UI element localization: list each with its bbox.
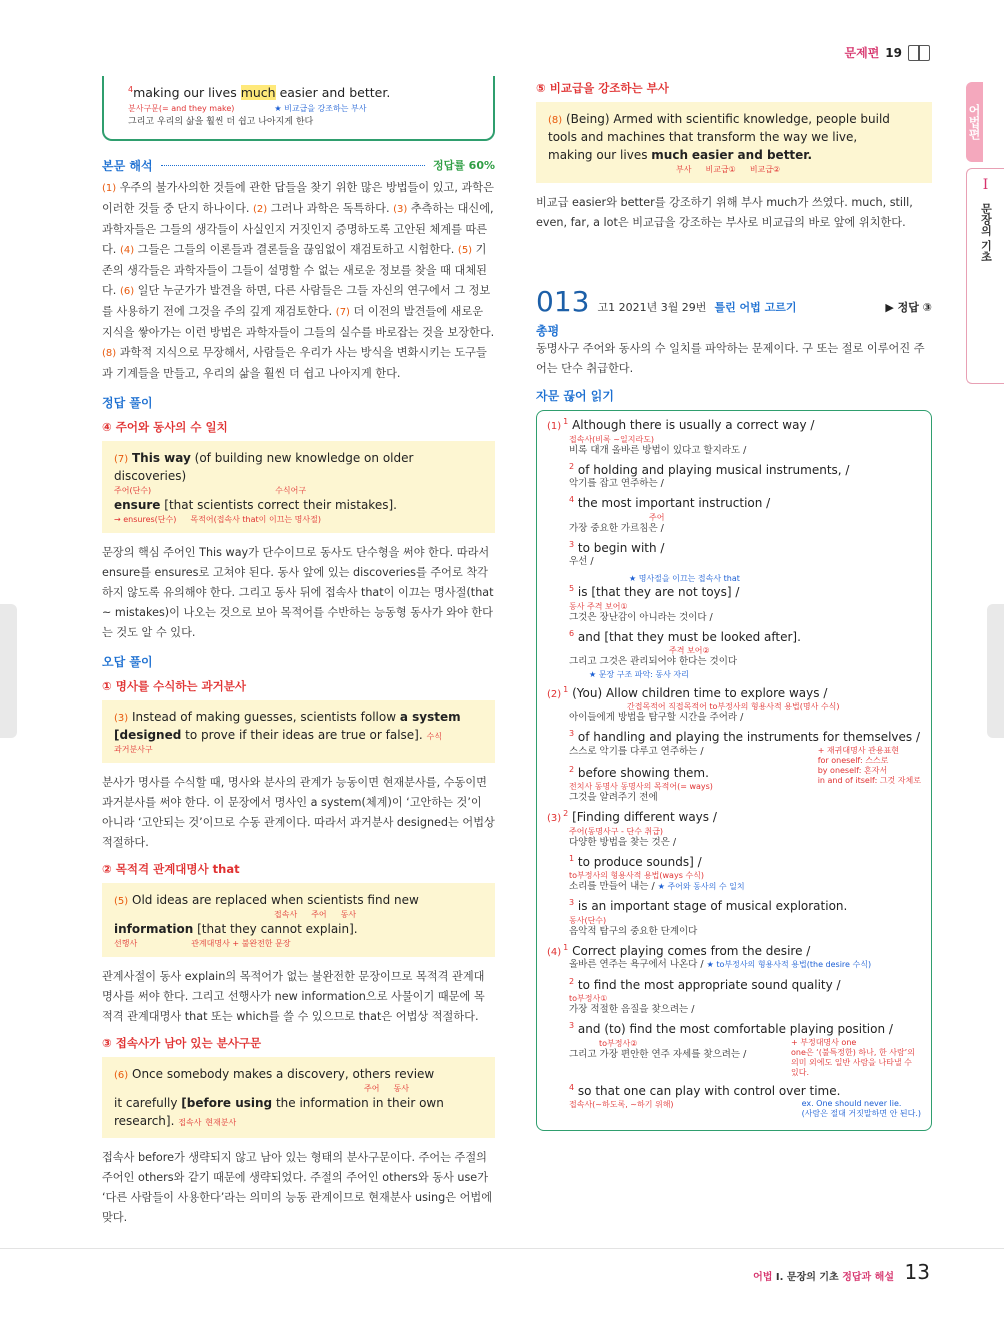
wrong-3-example: (6) Once somebody makes a discovery, others review 주어 동사 it carefully [before using the information in their own research]. 접속사 현재분사	[102, 1057, 495, 1138]
previous-sentence-box	[102, 76, 495, 141]
tab-chapter-number: I	[982, 177, 989, 193]
tab-chapter[interactable]	[966, 168, 1004, 384]
review-title: 총평	[536, 324, 560, 338]
wrong-1-title: ① 명사를 수식하는 과거분사	[102, 678, 246, 693]
prev-note-blue: ★ 비교급을 강조하는 부사	[274, 103, 367, 113]
correct-subtitle: ④ 주어와 동사의 수 일치	[102, 419, 228, 434]
wrong-1-example: (3) Instead of making guesses, scientists follow a system [designed to prove if their ideas are true or false]. 수식 과거분사구	[102, 700, 495, 763]
list-item: $^4$ so that one can play with control over time. 접속사(~하도록, ~하기 위해) ex. One should never lie. (사람은 절대 거짓말하면 안 된다.)	[569, 1082, 921, 1118]
list-item: $^3$ and (to) find the most comfortable playing position / to부정사② 그리고 가장 편안한 연주 자세를 찾으려는 / + 부정대명사 one one은 ‘(불특정한) 하나, 한 사람’의 의미 외에도 일반 사람을 나타낼 수 있다.	[547, 1021, 921, 1077]
correct-rate: 정답률 60%	[432, 159, 495, 173]
list-item: $^3$ of handling and playing the instruments for themselves / 스스로 악기를 다루고 연주하는 / + 재귀대명사 관용표현 for oneself: 스스로 by oneself: 혼자서 in and of itself: 그것 자체로	[569, 729, 921, 785]
list-item: $^2$ to find the most appropriate sound quality / to부정사① 가장 적절한 음질을 찾으려는 /	[569, 976, 841, 1015]
indefinite-pronoun-note: + 부정대명사 one one은 ‘(불특정한) 하나, 한 사람’의 의미 외에도 일반 사람을 나타낼 수 있다.	[791, 1037, 915, 1077]
prev-note: 분사구문(= and they make)	[128, 103, 235, 113]
list-item: (3) $^2$ [Finding different ways / 주어(동명사구 - 단수 취급) 다양한 방법을 찾는 것은 /	[547, 809, 717, 848]
list-item: $^1$ to produce sounds] / to부정사의 형용사적 용법(ways 수식) 소리를 만들어 내는 / ★ 주어와 동사의 수 일치	[569, 853, 745, 893]
list-item: (2) $^1$ (You) Allow children time to explore ways / 간접목적어 직접목적어 to부정사의 형용사적 용법(명사 수식) 아이들에게 방법을 탐구할 시간을 주어라 /	[547, 684, 840, 723]
wrong-2-explanation: 관계사절이 동사 explain의 목적어가 없는 불완전한 문장이므로 목적격 관계대명사를 써야 한다. 그리고 선행사가 new information으로 사물이기 때문에 목적격 관계대명사 that 또는 which를 쓸 수 있으므로 that은 어법상 적절하다.	[102, 969, 485, 1023]
wrong-5-title: ⑤ 비교급을 강조하는 부사	[536, 81, 669, 95]
correct-example: (7) This way (of building new knowledge on older discoveries) 주어(단수) 수식어구 ensure [that scientists correct their mistakes]. → ensures(단수) 목적어(접속사 that이 이끄는 명사절)	[102, 441, 495, 533]
tab-chapter-label: 문장의 기초	[979, 203, 993, 262]
translation-body: (1) 우주의 불가사의한 것들에 관한 답들을 찾기 위한 많은 방법들이 있고, 과학은 이러한 것들 중 단지 하나이다. (2) 그러나 과학은 독특하다. (3) 추측하는 대신에, 과학자들은 그들의 생각들이 사실인지 거짓인지 증명하도록 고안된 체계를 따른다. (4) 그들은 그들의 이론들과 결론들을 끊임없이 재검토하고 시험한다. (5) 기존의 생각들은 과학자들이 그들이 설명할 수 없는 새로운 정보를 찾을 때 대체된다. (6) 일단 누군가가 발견을 하면, 다른 사람들은 그들 자신의 연구에서 그 정보를 사용하기 전에 그것을 주의 깊게 재검토한다. (7) 더 이전의 발견들에 새로운 지식을 쌓아가는 이런 방법은 과학자들이 그들의 실수를 바로잡는 것을 보장한다. (8) 과학적 지식으로 무장해서, 사람들은 우리가 사는 방식을 변화시키는 도구들과 기계들을 만들고, 우리의 삶을 훨씬 더 쉽고 나아지게 한다.	[102, 180, 495, 380]
list-item: $^4$ the most important instruction / 주어 가장 중요한 가르침은 /	[569, 495, 771, 534]
wrong-2-title: ② 목적격 관계대명사 that	[102, 861, 240, 876]
list-item: ★ 명사절을 이끄는 접속사 that $^5$ is [that they are not toys] / 동사 주격 보어① 그것은 장난감이 아니라는 것이다 /	[569, 574, 740, 623]
list-item: (4) $^1$ Correct playing comes from the desire / 올바른 연주는 욕구에서 나온다 / ★ to부정사의 형용사적 용법(the desire 수식)	[547, 942, 872, 971]
sentence-breakdown	[536, 410, 932, 1131]
prev-korean: 그리고 우리의 삶을 훨씬 더 쉽고 나아지게 한다	[128, 116, 314, 127]
question-header	[536, 285, 932, 318]
translation-heading	[102, 157, 495, 174]
wrong-1-explanation: 분사가 명사를 수식할 때, 명사와 분사의 관계가 능동이면 현재분사를, 수동이면 과거분사를 써야 한다. 이 문장에서 명사인 a system(체계)이 ‘고안하는 것’이 아니라 ‘고안되는 것’이므로 수동 관계이다. 따라서 과거분사 designed는 어법상 적절하다.	[102, 775, 495, 849]
chapter-tabs	[966, 82, 1004, 384]
correct-explanation: 문장의 핵심 주어인 This way가 단수이므로 동사도 단수형을 써야 한다. 따라서 ensure를 ensures로 고쳐야 된다. 동사 앞에 있는 discoveries를 주어로 착각하지 않도록 유의해야 한다. 그리고 동사 뒤에 접속사 that이 이끄는 명사절(that ~ mistakes)이 나오는 것으로 보아 목적어를 수반하는 능동형 동사가 와야 한다는 것도 알 수 있다.	[102, 545, 494, 639]
list-item: $^3$ is an important stage of musical exploration. 동사(단수) 음악적 탐구의 중요한 단계이다	[569, 898, 848, 937]
list-item: $^3$ to begin with / 우선 /	[569, 539, 665, 568]
question-source: 고1 2021년 3월 29번	[597, 301, 707, 314]
header-section-label: 문제편	[844, 46, 880, 60]
footer-page-number: 13	[904, 1260, 930, 1284]
answer-label: ▶ 정답 ③	[885, 301, 932, 314]
left-column	[102, 76, 495, 1228]
translation-title: 본문 해석	[102, 158, 153, 173]
list-item: (1) $^1$ Although there is usually a correct way / 접속사(비록 ~일지라도) 비록 대개 올바른 방법이 있다고 할지라도 /	[547, 417, 815, 456]
wrong-3-title: ③ 접속사가 남아 있는 분사구문	[102, 1035, 262, 1050]
list-item: $^2$ of holding and playing musical instruments, / 악기를 잡고 연주하는 /	[569, 461, 850, 490]
reading-title: 자문 끊어 읽기	[536, 389, 614, 403]
wrong-5-explanation: 비교급 easier와 better를 강조하기 위해 부사 much가 쓰였다. much, still, even, far, a lot은 비교급을 강조하는 부사로 비교급의 바로 앞에 위치한다.	[536, 196, 913, 229]
wrong-3-explanation: 접속사 before가 생략되지 않고 남아 있는 형태의 분사구문이다. 주어는 주절의 주어인 others와 같기 때문에 생략되었다. 주절의 주어인 others와 동사 use가 ‘다른 사람들이 사용한다’라는 의미의 능동 관계이므로 현재분사 using은 어법에 맞다.	[102, 1150, 492, 1224]
question-number: 013	[536, 285, 590, 318]
reflexive-note: + 재귀대명사 관용표현 for oneself: 스스로 by oneself: 혼자서 in and of itself: 그것 자체로	[817, 745, 921, 785]
header-page-number: 19	[885, 45, 902, 60]
next-page-arrow[interactable]	[987, 604, 1004, 738]
right-column	[536, 76, 932, 1131]
wrong-title: 오답 풀이	[102, 654, 153, 669]
question-type: 틀린 어법 고르기	[714, 301, 797, 314]
wrong-2-example: (5) Old ideas are replaced when scientists find new 접속사 주어 동사 information [that they cannot explain]. 선행사 관계대명사 + 불완전한 문장	[102, 883, 495, 957]
prev-page-arrow[interactable]	[0, 604, 17, 738]
example-note: ex. One should never lie. (사람은 절대 거짓말하면 안 된다.)	[801, 1098, 921, 1118]
list-item: $^2$ before showing them. 전치사 동명사 동명사의 목적어(= ways) 그것을 알려주기 전에	[569, 764, 713, 803]
list-item: $^6$ and [that they must be looked after]. 주격 보어② 그리고 그것은 관리되어야 한다는 것이다 ★ 문장 구조 파악: 동사 자리	[569, 628, 801, 679]
wrong-5-example: (8) (Being) Armed with scientific knowledge, people build tools and machines that transform the way we live, making our lives much easier and better. 부사 비교급① 비교급②	[536, 102, 932, 183]
footer-label: 어법 I. 문장의 기초 정답과 해설	[753, 1272, 894, 1283]
book-icon	[908, 45, 930, 61]
footer-divider	[0, 1248, 1004, 1249]
tab-grammar[interactable]: 어법편	[966, 82, 983, 162]
correct-title: 정답 풀이	[102, 395, 153, 410]
review-body: 동명사구 주어와 동사의 수 일치를 파악하는 문제이다. 구 또는 절로 이루어진 주어는 단수 취급한다.	[536, 342, 925, 375]
page-header	[845, 44, 930, 61]
prev-sentence: $^4$making our lives much easier and better.	[128, 85, 391, 101]
